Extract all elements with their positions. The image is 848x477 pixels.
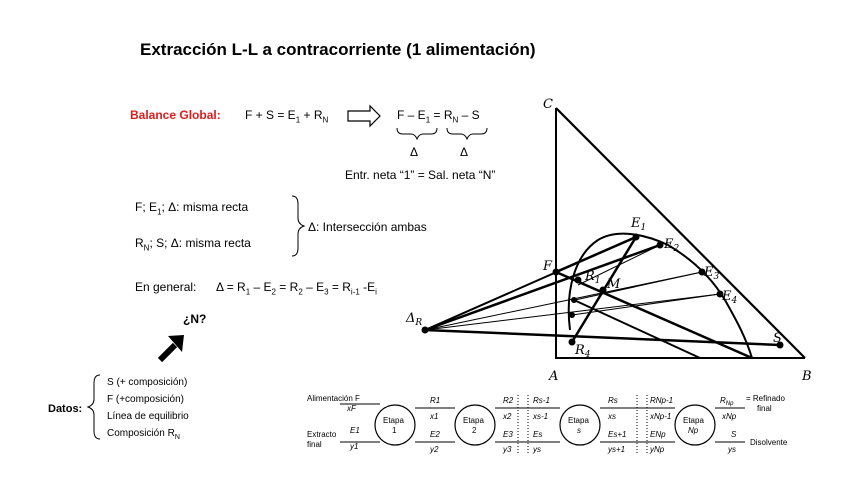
svg-text:xNp: xNp — [722, 412, 737, 421]
datos-brace — [88, 375, 100, 439]
svg-text:xs-1: xs-1 — [533, 412, 549, 421]
svg-text:Etapa: Etapa — [683, 416, 704, 425]
vertex-b-label: B — [802, 369, 812, 384]
svg-text:E2: E2 — [430, 430, 440, 439]
datos-item: S (+ composición) — [107, 377, 188, 388]
svg-text:y2: y2 — [430, 445, 439, 454]
point-e1 — [633, 234, 640, 241]
svg-text:Es+1: Es+1 — [608, 430, 627, 439]
stage-scheme — [307, 394, 788, 455]
line-delta-s — [425, 330, 780, 345]
point-f-label: F — [543, 259, 553, 274]
point-s-label: S — [773, 331, 782, 346]
balance-equation: $F + S = E_1 + R_N$ — [245, 108, 329, 125]
general-label: En general: — [135, 280, 197, 294]
stage-2 — [455, 405, 495, 445]
point-r2 — [571, 297, 577, 303]
point-r3 — [569, 312, 575, 318]
question-n: ¿N? — [183, 312, 207, 326]
line-f-e1-delta: F; $E_1$; Δ: misma recta — [135, 200, 249, 217]
intersection-note: Δ: Intersección ambas — [308, 220, 427, 234]
svg-text:Rs: Rs — [608, 396, 618, 405]
svg-text:ys: ys — [533, 445, 541, 454]
svg-text:Etapa: Etapa — [463, 416, 484, 425]
svg-text:ENp: ENp — [650, 430, 666, 439]
implies-arrow-icon — [348, 106, 380, 126]
brace-right — [447, 128, 487, 139]
datos-item: F (+composición) — [107, 394, 184, 405]
point-r1-label: $R_1$ — [585, 269, 601, 286]
triangle-hypotenuse — [556, 108, 805, 358]
point-m — [600, 287, 607, 294]
datos-item: Composición $R_N$ — [107, 428, 180, 441]
svg-text:1: 1 — [392, 426, 397, 435]
point-e4-label: $E_4$ — [722, 289, 738, 306]
point-r1 — [575, 277, 582, 284]
line-delta-e2 — [425, 245, 660, 330]
general-equation: $\Delta = R_1 - E_2 = R_2 - E_3 = R_{i-1}$ $-E_i$ — [216, 280, 377, 297]
svg-text:R2: R2 — [503, 396, 514, 405]
extract-e1: E1 — [350, 426, 360, 435]
page-title: Extracción L-L a contracorriente (1 alimentación) — [140, 40, 536, 59]
point-e1-label: $E_1$ — [631, 216, 647, 233]
datos-item: Línea de equilibrio — [107, 411, 189, 422]
svg-text:xNp-1: xNp-1 — [650, 412, 672, 421]
svg-text:s: s — [577, 426, 581, 435]
datos-label: Datos: — [48, 403, 83, 415]
lines-brace — [292, 196, 304, 256]
svg-text:x2: x2 — [503, 412, 512, 421]
line-rn-s-delta: $R_N$; S; Δ: misma recta — [135, 236, 251, 253]
point-e2-label: $E_2$ — [664, 237, 680, 254]
point-delta-r-label: $\Delta_R$ — [406, 311, 423, 328]
line-delta-e1 — [425, 237, 636, 330]
svg-text:Rs-1: Rs-1 — [533, 396, 550, 405]
raffinate-label-final: final — [757, 404, 772, 413]
svg-text:Np: Np — [688, 426, 699, 435]
difference-equation: $F - E_1 = R_N - S$ — [397, 108, 480, 125]
delta-symbol-left: Δ — [410, 145, 419, 159]
extract-label: Extracto — [307, 430, 337, 439]
solvent-s-label: S — [731, 430, 737, 439]
feed-label: Alimentación F — [307, 394, 360, 403]
svg-text:ys+1: ys+1 — [608, 445, 626, 454]
raffinate-label: = Refinado — [746, 394, 785, 403]
extract-label-2: final — [307, 440, 322, 449]
point-e3-label: $E_3$ — [704, 265, 720, 282]
svg-text:xs: xs — [608, 412, 616, 421]
balance-global-label: Balance Global: — [130, 108, 221, 122]
svg-text:y3: y3 — [503, 445, 512, 454]
svg-text:R1: R1 — [430, 396, 441, 405]
raffinate-r-label: $R_{Np}$ — [720, 396, 734, 407]
vertex-c-label: C — [543, 97, 553, 112]
extract-comp: y1 — [350, 442, 359, 451]
up-arrow-icon — [160, 335, 184, 360]
delta-symbol-right: Δ — [460, 145, 469, 159]
svg-text:2: 2 — [472, 426, 477, 435]
point-r4-label: $R_4$ — [575, 343, 591, 360]
svg-text:E3: E3 — [503, 430, 513, 439]
vertex-a-label: A — [549, 369, 559, 384]
stage-1 — [375, 405, 415, 445]
ternary-diagram — [405, 97, 812, 384]
point-delta-r — [422, 327, 429, 334]
solvent-label: Disolvente — [750, 438, 788, 447]
feed-comp: xF — [347, 404, 356, 413]
svg-text:Etapa: Etapa — [383, 416, 404, 425]
point-e2 — [657, 242, 664, 249]
net-flow-note: Entr. neta “1” = Sal. neta “N” — [345, 168, 496, 182]
point-m-label: M — [607, 277, 621, 292]
point-f — [553, 269, 560, 276]
stage-s — [560, 405, 600, 445]
svg-text:Etapa: Etapa — [568, 416, 589, 425]
svg-text:ys: ys — [728, 445, 736, 454]
svg-text:yNp: yNp — [650, 445, 665, 454]
brace-left — [397, 128, 437, 139]
svg-text:x1: x1 — [430, 412, 439, 421]
svg-text:Es: Es — [533, 430, 543, 439]
line-f-s — [556, 272, 752, 358]
stage-np — [675, 405, 715, 445]
svg-text:RNp-1: RNp-1 — [650, 396, 674, 405]
